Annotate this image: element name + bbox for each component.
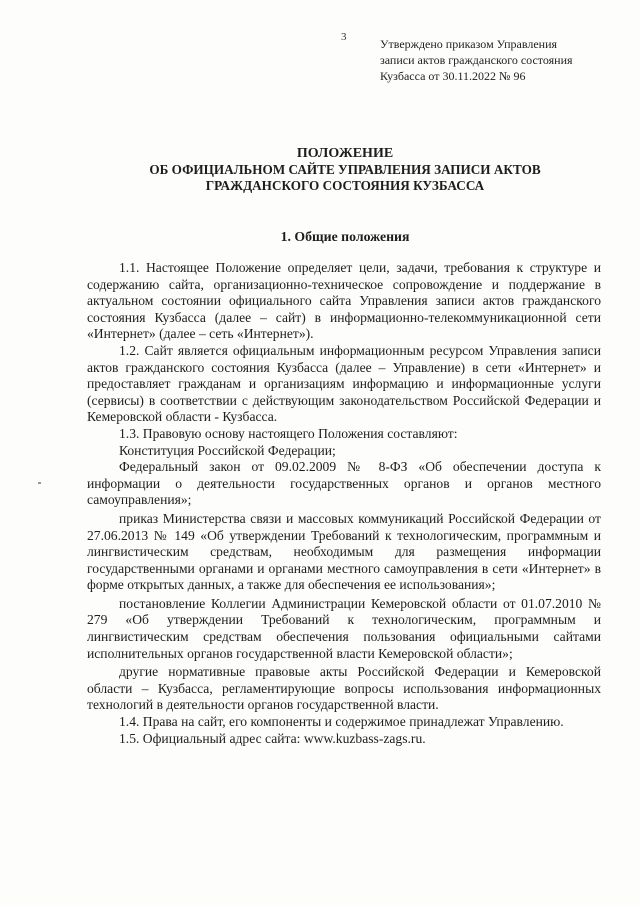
list-item-other-acts: другие нормативные правовые акты Российской Федерации и Кемеровской области – Кузбасса, регламентирующие вопросы использования информационных технологий в деятельности органов государственной власти. [87, 664, 601, 713]
document-body [87, 260, 601, 747]
list-item-constitution: Конституция Российской Федерации; [119, 442, 336, 458]
paragraph-1-5: 1.5. Официальный адрес сайта: www.kuzbass-zags.ru. [119, 730, 426, 746]
list-item-collegium-resolution: постановление Коллегии Администрации Кемеровской области от 01.07.2010 № 279 «Об утверждении Требований к технологическим, программным и лингвистическим средствам обеспечения пользования официальными сайтами исполнительных органов государственной власти Кемеровской области»; [87, 595, 601, 661]
paragraph-1-4: 1.4. Права на сайт, его компоненты и содержимое принадлежат Управлению. [119, 714, 564, 730]
title-line-3: ГРАЖДАНСКОГО СОСТОЯНИЯ КУЗБАССА [205, 178, 485, 193]
section-heading: 1. Общие положения [280, 229, 410, 244]
list-item-ministry-order: приказ Министерства связи и массовых коммуникаций Российской Федерации от 27.06.2013 № 149 «Об утверждении Требований к технологическим, программным и лингвистическим средствам, необходимым для размещения информации государственными органами и органами местного самоуправления в сети «Интернет» в форме открытых данных, а также для обеспечения ее использования»; [87, 510, 601, 593]
paragraph-1-2: 1.2. Сайт является официальным информационным ресурсом Управления записи актов гражданского состояния Кузбасса (далее – Управление) в сети «Интернет» и предоставляет гражданам и организациям информацию и информационные услуги (сервисы) в соответствии с действующим законодательством Российской Федерации и Кемеровской области - Кузбасса. [87, 342, 601, 425]
approval-line-1: Утверждено приказом Управления [380, 37, 558, 51]
approval-line-2: записи актов гражданского состояния [380, 53, 573, 67]
title-line-2: ОБ ОФИЦИАЛЬНОМ САЙТЕ УПРАВЛЕНИЯ ЗАПИСИ АКТОВ [149, 162, 541, 177]
approval-line-3: Кузбасса от 30.11.2022 № 96 [380, 69, 526, 83]
approval-stamp [380, 36, 630, 84]
scan-speck [38, 482, 41, 484]
paragraph-1-3: 1.3. Правовую основу настоящего Положения составляют: [119, 425, 458, 441]
title-main: ПОЛОЖЕНИЕ [296, 146, 394, 161]
list-item-federal-law: Федеральный закон от 09.02.2009 № 8-ФЗ «Об обеспечении доступа к информации о деятельности государственных органов и органов местного самоуправления»; [87, 459, 601, 508]
page-number: 3 [341, 31, 347, 43]
document-title [80, 146, 610, 194]
paragraph-1-1: 1.1. Настоящее Положение определяет цели, задачи, требования к структуре и содержанию сайта, организационно-техническое сопровождение и поддержание в актуальном состоянии официального сайта Управления записи актов гражданского состояния Кузбасса (далее – сайт) в информационно-телекоммуникационной сети «Интернет» (далее – сеть «Интернет»). [87, 260, 601, 342]
